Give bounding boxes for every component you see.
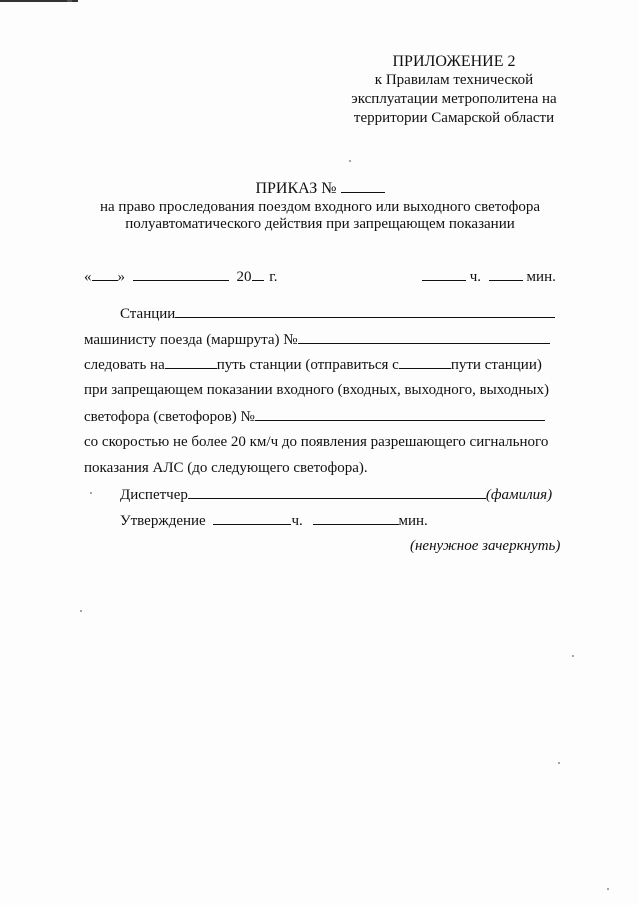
order-subtitle-line-1: на право проследования поездом входного или выходного светофора xyxy=(100,199,540,215)
station-label: Станции xyxy=(120,306,176,322)
date-close-quote: » xyxy=(117,269,125,285)
year-prefix: 20 xyxy=(236,269,252,285)
route-number-blank[interactable] xyxy=(298,331,550,344)
approval-hours-label: ч. xyxy=(291,513,303,529)
signal-number-blank[interactable] xyxy=(255,408,545,421)
appendix-title: ПРИЛОЖЕНИЕ 2 xyxy=(392,53,516,70)
appendix-header xyxy=(330,52,578,128)
track-blank[interactable] xyxy=(165,356,217,369)
driver-label: машинисту поезда (маршрута) № xyxy=(84,332,298,348)
order-subtitle-line-2: полуавтоматического действия при запрещающем показании xyxy=(125,216,515,232)
approval-line xyxy=(120,512,428,530)
approval-minutes-label: мин. xyxy=(398,513,428,529)
order-subtitle xyxy=(70,199,570,233)
depart-track-blank[interactable] xyxy=(399,356,451,369)
als-line xyxy=(84,460,368,477)
als-text: показания АЛС (до следующего светофора). xyxy=(84,460,368,476)
hours-blank[interactable] xyxy=(422,268,466,281)
scan-speck xyxy=(558,762,560,764)
follow-line xyxy=(84,356,542,374)
time-line xyxy=(422,268,556,286)
scan-edge-tick xyxy=(67,0,72,2)
follow-label-c: пути станции) xyxy=(450,357,542,373)
appendix-line-2: эксплуатации метрополитена на xyxy=(351,91,557,107)
speed-line xyxy=(84,434,548,451)
minutes-label: мин. xyxy=(526,269,556,285)
approval-minutes-blank[interactable] xyxy=(313,512,399,525)
surname-hint: (фамилия) xyxy=(485,487,553,503)
scan-speck xyxy=(90,492,92,494)
forbidding-text: при запрещающем показании входного (входных, выходного, выходных) xyxy=(84,382,549,398)
order-title: ПРИКАЗ № xyxy=(255,180,337,197)
follow-label-b: путь станции (отправиться с xyxy=(216,357,399,373)
dispatcher-line xyxy=(120,486,552,504)
approval-hours-blank[interactable] xyxy=(213,512,291,525)
appendix-line-3: территории Самарской области xyxy=(353,110,555,126)
signal-label: светофора (светофоров) № xyxy=(84,409,255,425)
order-title-row xyxy=(70,180,570,198)
signal-line xyxy=(84,408,545,426)
speed-text: со скоростью не более 20 км/ч до появления разрешающего сигнального xyxy=(84,434,549,450)
scan-speck xyxy=(349,160,351,162)
dispatcher-blank[interactable] xyxy=(188,486,486,499)
driver-line xyxy=(84,331,550,349)
forbidding-line xyxy=(84,382,549,399)
strike-note: (ненужное зачеркнуть) xyxy=(410,538,561,554)
date-open-quote: « xyxy=(84,269,92,285)
scan-speck xyxy=(572,655,574,657)
order-number-blank[interactable] xyxy=(341,180,385,193)
station-blank[interactable] xyxy=(175,305,555,318)
month-blank[interactable] xyxy=(133,268,229,281)
year-suffix: г. xyxy=(269,269,278,285)
day-blank[interactable] xyxy=(92,268,118,281)
dispatcher-label: Диспетчер xyxy=(120,487,188,503)
appendix-line-1: к Правилам технической xyxy=(374,72,534,88)
station-line xyxy=(120,305,555,323)
minutes-blank[interactable] xyxy=(489,268,523,281)
year-blank[interactable] xyxy=(252,268,264,281)
date-line xyxy=(84,268,277,286)
hours-label: ч. xyxy=(469,269,482,285)
approval-label: Утверждение xyxy=(120,513,206,529)
scan-speck xyxy=(80,610,82,612)
follow-label-a: следовать на xyxy=(84,357,165,373)
scan-speck xyxy=(607,888,609,890)
